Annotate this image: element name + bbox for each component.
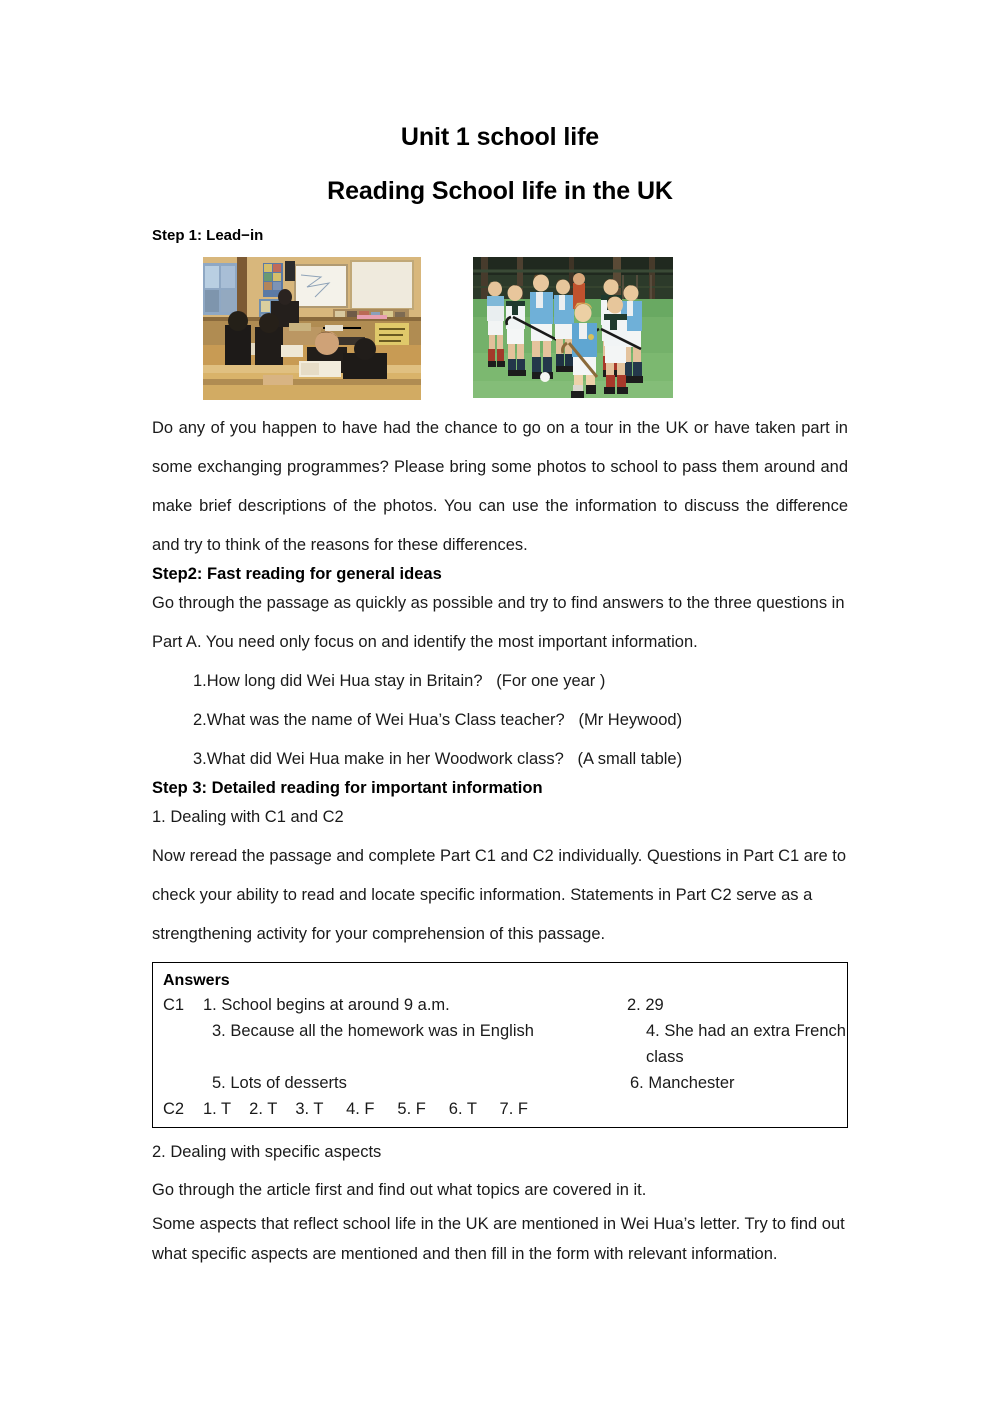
step3-subheading-1: 1. Dealing with C1 and C2 [152,808,344,826]
step2-heading: Step2: Fast reading for general ideas [152,565,442,583]
answer-c1-2: 2. 29 [627,996,664,1014]
answers-row-c1-1 [153,992,847,1018]
answer-c1-6: 6. Manchester [630,1074,735,1092]
answer-c1-1: 1. School begins at around 9 a.m. [203,996,450,1014]
step3-paragraph-1: Now reread the passage and complete Part C1 and C2 individually. Questions in Part C1 are to check your ability to read and locate specific information. Statements in Part C2 serve as a strengthening activity for your comprehension of this passage. [152,847,846,943]
step2-paragraph: Go through the passage as quickly as possible and try to find answers to the three questions in Part A. You need only focus on and identify the most important information. [152,594,845,651]
answer-c1-3: 3. Because all the homework was in English [212,1022,534,1040]
answers-box [152,962,848,1128]
answers-c2-label: C2 [163,1100,185,1118]
step1-heading: Step 1: Lead−in [152,227,264,244]
answers-row-c2 [153,1096,847,1122]
step3-paragraph-3: Some aspects that reflect school life in the UK are mentioned in Wei Hua’s letter. Try to find out what specific aspects are mentioned and then fill in the form with relevant information. [152,1215,845,1263]
answer-c1-5: 5. Lots of desserts [212,1074,347,1092]
step3-paragraph-2: Go through the article first and find out what topics are covered in it. [152,1181,647,1199]
step2-question-3: 3.What did Wei Hua make in her Woodwork class? (A small table) [193,750,683,768]
step1-paragraph: Do any of you happen to have had the chance to go on a tour in the UK or have taken part in some exchanging programmes? Please bring some photos to school to pass them around and make brief descriptions of the photos. You can use the information to discuss the difference and try to think of the reasons for these differences. [152,419,848,554]
step3-subheading-2: 2. Dealing with specific aspects [152,1143,382,1161]
hockey-photo [473,257,673,398]
answer-c1-4: 4. She had an extra French class [646,1022,846,1066]
step2-question-2: 2.What was the name of Wei Hua’s Class teacher? (Mr Heywood) [193,711,683,729]
step2-question-1: 1.How long did Wei Hua stay in Britain? (For one year ) [193,672,606,690]
classroom-photo [203,257,421,400]
page-title: Unit 1 school life [400,123,600,151]
page-subtitle: Reading School life in the UK [327,176,673,205]
answers-title: Answers [163,972,230,989]
lead-in-image-row [152,257,848,409]
step3-heading: Step 3: Detailed reading for important information [152,779,543,797]
answers-c1-label: C1 [163,996,185,1014]
answers-row-c1-3 [153,1070,847,1096]
answers-row-c1-2 [153,1018,847,1070]
answer-c2-values: 1. T 2. T 3. T 4. F 5. F 6. T 7. F [203,1100,528,1118]
